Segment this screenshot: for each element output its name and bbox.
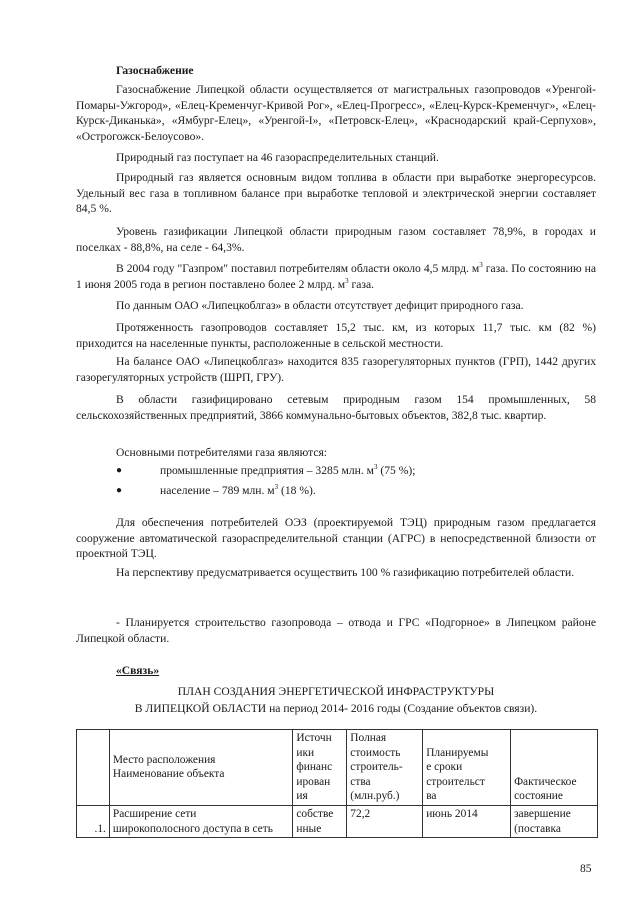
- plan-title-line-1: ПЛАН СОЗДАНИЯ ЭНЕРГЕТИЧЕСКОЙ ИНФРАСТРУКТУРЫ: [177, 685, 495, 698]
- table-cell: .1.: [77, 805, 110, 837]
- table-cell: собстве нные: [293, 805, 347, 837]
- page-number: 85: [580, 862, 592, 875]
- paragraph: В области газифицировано сетевым природным газом 154 промышленных, 58 сельскохозяйственных предприятий, 3866 коммунально-бытовых объектов, 382,8 тыс. квартир.: [76, 393, 596, 422]
- table-header-row: [77, 730, 598, 806]
- plan-table: [76, 729, 598, 838]
- paragraph: На перспективу предусматривается осуществить 100 % газификацию потребителей области.: [116, 566, 575, 579]
- paragraph: По данным ОАО «Липецкоблгаз» в области отсутствует дефицит природного газа.: [116, 299, 524, 312]
- paragraph: Основными потребителями газа являются:: [116, 446, 328, 459]
- text: население – 789 млн. м: [160, 484, 275, 497]
- table-header-cell: Место расположения Наименование объекта: [109, 730, 292, 806]
- bullet-text: [160, 463, 415, 479]
- plan-title-line-2: В ЛИПЕЦКОЙ ОБЛАСТИ на период 2014- 2016 годы (Создание объектов связи).: [134, 702, 538, 715]
- paragraph: Для обеспечения потребителей ОЭЗ (проектируемой ТЭЦ) природным газом предлагается сооружение автоматической газораспределительной станции (АГРС) в непосредственной близости от проектной ТЭЦ.: [76, 516, 596, 561]
- bullet-icon: ●: [116, 465, 123, 476]
- text: газа.: [348, 277, 375, 291]
- paragraph: Природный газ является основным видом топлива в области при выработке энергоресурсов. Удельный вес газа в топливном балансе при выработке тепловой и электрической энергии составляет 84,5 %.: [76, 171, 596, 216]
- superscript: 3: [479, 261, 483, 270]
- bullet-icon: ●: [116, 485, 123, 496]
- table-header-cell: Полная стоимость строитель- ства (млн.руб.): [347, 730, 423, 806]
- paragraph: Природный газ поступает на 46 газораспределительных станций.: [116, 151, 439, 164]
- table-header-cell: Фактическое состояние: [511, 730, 598, 806]
- section-heading-gas: Газоснабжение: [116, 64, 194, 77]
- paragraph-2004: [76, 261, 596, 292]
- paragraph: - Планируется строительство газопровода – отвода и ГРС «Подгорное» в Липецком районе Липецкой области.: [76, 616, 596, 645]
- paragraph: Протяженность газопроводов составляет 15,2 тыс. км, из которых 11,7 тыс. км (82 %) приходится на населенные пункты, расположенные в сельской местности.: [76, 321, 596, 350]
- table-header-cell: [77, 730, 110, 806]
- bullet-text: [160, 483, 316, 499]
- table-cell: 72,2: [347, 805, 423, 837]
- paragraph: Уровень газификации Липецкой области природным газом составляет 78,9%, в городах и поселках - 88,8%, на селе - 64,3%.: [76, 225, 596, 254]
- superscript: 3: [345, 276, 349, 285]
- text: (18 %).: [278, 484, 316, 497]
- table-row: [77, 805, 598, 837]
- superscript: 3: [373, 463, 378, 472]
- text: В 2004 году "Газпром" поставил потребителям области около 4,5 млрд. м: [116, 262, 480, 275]
- text: (75 %);: [377, 464, 416, 477]
- superscript: 3: [274, 483, 279, 492]
- table-header-cell: Планируемы е сроки строительст ва: [423, 730, 511, 806]
- table-cell: завершение (поставка: [511, 805, 598, 837]
- section-heading-svyaz: «Связь»: [116, 664, 160, 677]
- table-header-cell: Источн ики финанс ирован ия: [293, 730, 347, 806]
- table-cell: Расширение сети широкополосного доступа в сеть: [109, 805, 292, 837]
- text: газа. По состоянию на 1 июня 2005 года в регион поставлено более 2 млрд. м: [76, 262, 596, 291]
- paragraph: На балансе ОАО «Липецкоблгаз» находится 835 газорегуляторных пунктов (ГРП), 1442 других газорегуляторных устройств (ШРП, ГРУ).: [76, 355, 596, 384]
- table-cell: июнь 2014: [423, 805, 511, 837]
- text: промышленные предприятия – 3285 млн. м: [160, 464, 374, 477]
- paragraph: Газоснабжение Липецкой области осуществляется от магистральных газопроводов «Уренгой-Помары-Ужгород», «Елец-Кременчуг-Кривой Рог», «Елец-Прогресс», «Елец-Курск-Кременчуг», «Елец-Курск-Диканька», «Ямбург-Елец», «Уренгой-I», «Петровск-Елец», «Краснодарский край-Серпухов», «Острогожск-Белоусово».: [76, 83, 596, 143]
